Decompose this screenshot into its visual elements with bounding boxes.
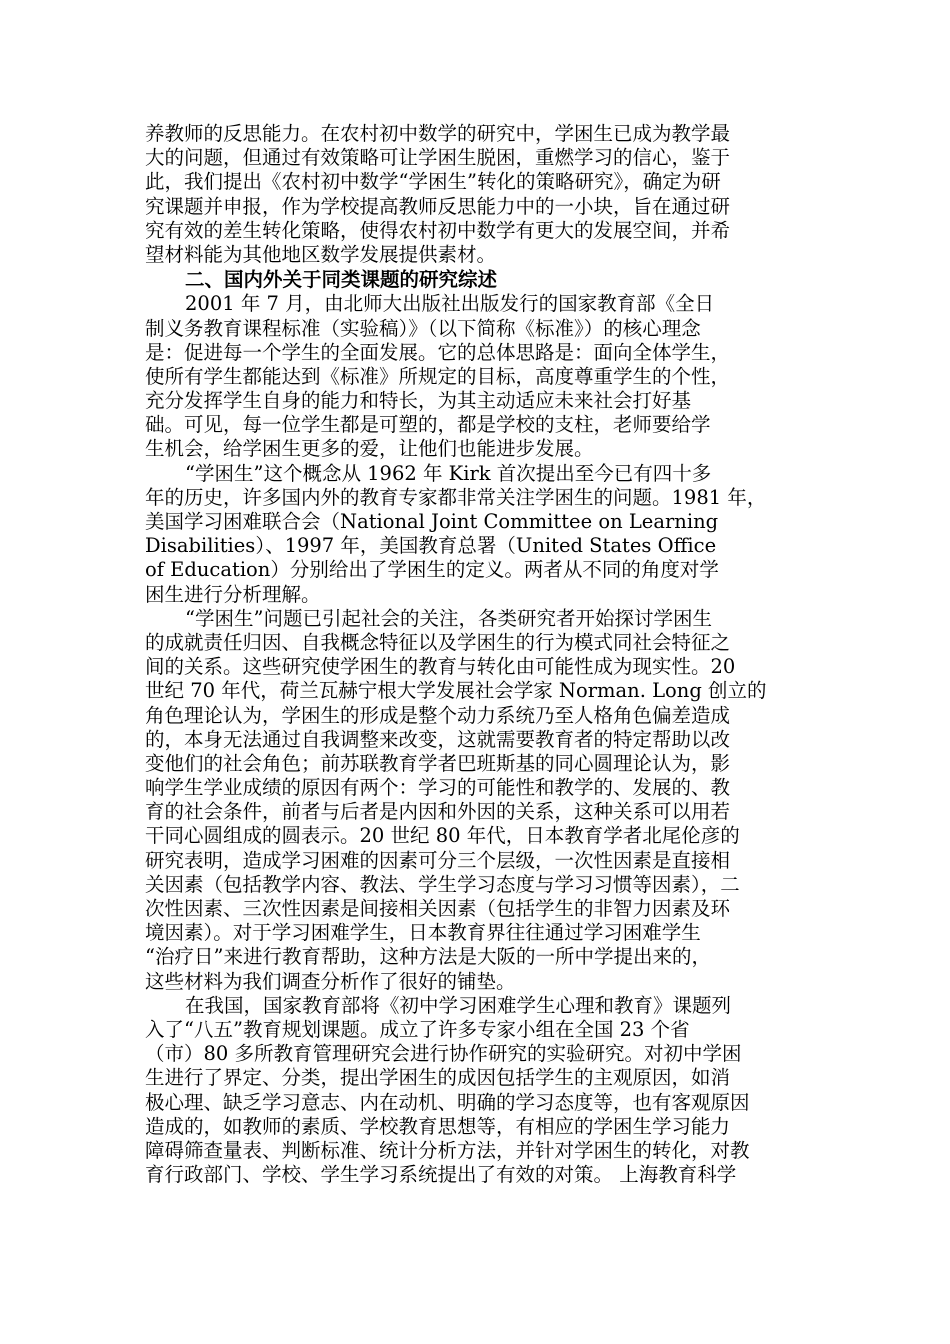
text-line: 的，本身无法通过自我调整来改变，这就需要教育者的特定帮助以改 xyxy=(145,727,731,751)
text-line: 年的历史，许多国内外的教育专家都非常关注学困生的问题。1981 年， xyxy=(145,485,767,509)
text-line: 极心理、缺乏学习意志、内在动机、明确的学习态度等，也有客观原因 xyxy=(145,1090,750,1114)
paragraph-intro-continued xyxy=(145,122,815,267)
text-line: 的成就责任归因、自我概念特征以及学困生的行为模式同社会特征之 xyxy=(145,630,731,654)
text-line: 此，我们提出《农村初中数学“学困生”转化的策略研究》，确定为研 xyxy=(145,170,721,194)
text-line: 响学生学业成绩的原因有两个：学习的可能性和教学的、发展的、教 xyxy=(145,776,731,800)
text-line: 干同心圆组成的圆表示。20 世纪 80 年代，日本教育学者北尾伦彦的 xyxy=(145,824,740,848)
text-line: “治疗日”来进行教育帮助，这种方法是大阪的一所中学提出来的， xyxy=(145,945,711,969)
text-line: 是：促进每一个学生的全面发展。它的总体思路是：面向全体学生， xyxy=(145,340,731,364)
text-line: Disabilities）、1997 年，美国教育总署（United States Office xyxy=(145,534,717,558)
text-line: 育的社会条件，前者与后者是内因和外因的关系，这种关系可以用若 xyxy=(145,800,731,824)
section-heading: 二、国内外关于同类课题的研究综述 xyxy=(185,268,498,292)
text-line: 间的关系。这些研究使学困生的教育与转化由可能性成为现实性。20 xyxy=(145,655,736,679)
text-line: 础。可见，每一位学生都是可塑的，都是学校的支柱，老师要给学 xyxy=(145,413,711,437)
text-line: 充分发挥学生自身的能力和特长，为其主动适应未来社会打好基 xyxy=(145,389,692,413)
text-line: 困生进行分析理解。 xyxy=(145,582,321,606)
text-line: 生机会，给学困生更多的爱，让他们也能进步发展。 xyxy=(145,437,594,461)
text-line: 2001 年 7 月，由北师大出版社出版发行的国家教育部《全日 xyxy=(185,292,715,316)
text-line: of Education）分别给出了学困生的定义。两者从不同的角度对学 xyxy=(145,558,719,582)
paragraph-standard xyxy=(145,292,815,461)
text-line: 在我国，国家教育部将《初中学习困难学生心理和教育》课题列 xyxy=(185,993,732,1017)
text-line: 关因素（包括教学内容、教法、学生学习态度与学习习惯等因素），二 xyxy=(145,872,740,896)
text-line: 育行政部门、学校、学生学习系统提出了有效的对策。 上海教育科学 xyxy=(145,1163,737,1187)
text-line: 究课题并申报，作为学校提高教师反思能力中的一小块，旨在通过研 xyxy=(145,194,731,218)
text-line: 大的问题，但通过有效策略可让学困生脱困，重燃学习的信心，鉴于 xyxy=(145,146,731,170)
text-line: 境因素）。对于学习困难学生，日本教育界往往通过学习困难学生 xyxy=(145,921,701,945)
text-line: 养教师的反思能力。在农村初中数学的研究中，学困生已成为教学最 xyxy=(145,122,731,145)
text-line: 望材料能为其他地区数学发展提供素材。 xyxy=(145,242,497,266)
paragraph-research xyxy=(145,607,815,994)
text-line: 世纪 70 年代，荷兰瓦赫宁根大学发展社会学家 Norman. Long 创立的 xyxy=(145,679,767,703)
text-line: 研究表明，造成学习困难的因素可分三个层级，一次性因素是直接相 xyxy=(145,848,731,872)
text-line: “学困生”问题已引起社会的关注，各类研究者开始探讨学困生 xyxy=(185,606,712,630)
text-line: 障碍筛查量表、判断标准、统计分析方法，并针对学困生的转化，对教 xyxy=(145,1138,750,1162)
text-line: （市）80 多所教育管理研究会进行协作研究的实验研究。对初中学困 xyxy=(145,1042,742,1066)
document-page xyxy=(145,122,815,1187)
text-line: 这些材料为我们调查分析作了很好的铺垫。 xyxy=(145,969,516,993)
text-line: 使所有学生都能达到《标准》所规定的目标，高度尊重学生的个性， xyxy=(145,364,731,388)
text-line: 入了“八五”教育规划课题。成立了许多专家小组在全国 23 个省 xyxy=(145,1017,690,1041)
paragraph-concept xyxy=(145,462,815,607)
text-line: 生进行了界定、分类，提出学困生的成因包括学生的主观原因，如消 xyxy=(145,1066,731,1090)
paragraph-domestic xyxy=(145,994,815,1188)
text-line: “学困生”这个概念从 1962 年 Kirk 首次提出至今已有四十多 xyxy=(185,461,712,485)
text-line: 制义务教育课程标准（实验稿）》（以下简称《标准》）的核心理念 xyxy=(145,316,701,340)
text-line: 造成的，如教师的素质、学校教育思想等，有相应的学困生学习能力 xyxy=(145,1114,731,1138)
text-line: 角色理论认为，学困生的形成是整个动力系统乃至人格角色偏差造成 xyxy=(145,703,731,727)
text-line: 变他们的社会角色；前苏联教育学者巴班斯基的同心圆理论认为，影 xyxy=(145,751,731,775)
text-line: 美国学习困难联合会（National Joint Committee on Learning xyxy=(145,510,719,533)
text-line: 究有效的差生转化策略，使得农村初中数学有更大的发展空间，并希 xyxy=(145,218,731,242)
text-line: 次性因素、三次性因素是间接相关因素（包括学生的非智力因素及环 xyxy=(145,897,731,920)
